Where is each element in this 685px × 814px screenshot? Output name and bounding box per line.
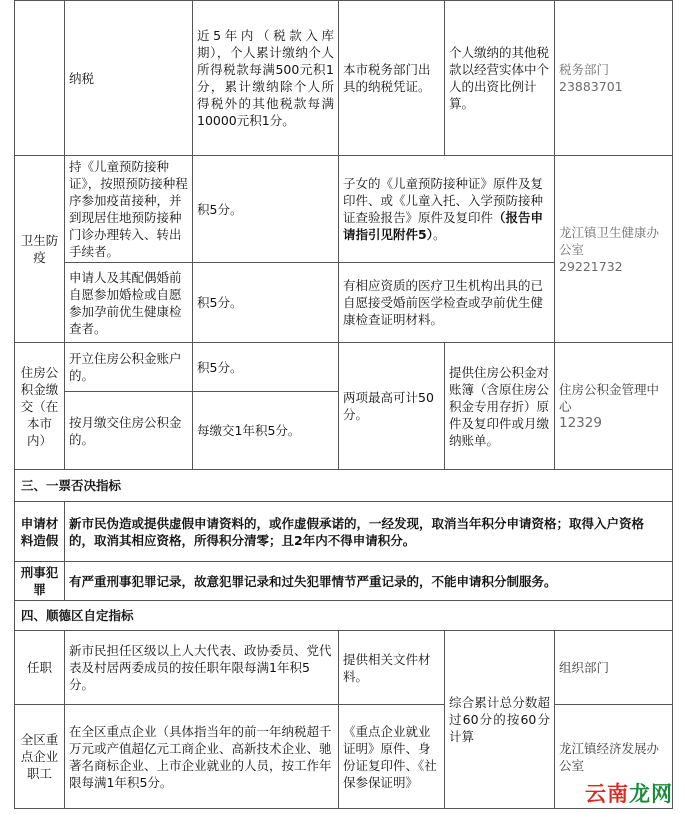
veto-fraud-text: 新市民伪造或提供虚假申请资料的，或作虚假承诺的，一经发现，取消当年积分申请资格；取得入户资格的，取消其相应资格，所得积分清零；且2年内不得申请积分。 <box>65 502 673 562</box>
points-criteria-table <box>14 0 673 809</box>
site-watermark: 云南龙网 <box>585 782 673 806</box>
health-contact <box>555 156 673 343</box>
health-category: 卫生防疫 <box>15 156 65 343</box>
office-dept: 组织部门 <box>555 631 673 705</box>
fund-score-2: 每缴交1年积5分。 <box>193 392 339 470</box>
section-4-title: 四、顺德区自定指标 <box>15 601 673 631</box>
health-score-2: 积5分。 <box>193 263 339 343</box>
fund-category: 住房公积金缴交（在本市内） <box>15 343 65 470</box>
health-material-1: 子女的《儿童预防接种证》原件及复印件、或《儿童入托、入学预防接种证查验报告》原件及复印件（报告申请指引见附件5）。 <box>339 156 555 263</box>
veto-crime-text: 有严重刑事犯罪记录，故意犯罪记录和过失犯罪情节严重记录的，不能申请积分制服务。 <box>65 562 673 601</box>
section-header-row <box>15 470 673 502</box>
table-row <box>15 1 673 156</box>
table-row <box>15 343 673 392</box>
enterprise-dept: 龙江镇经济发展办公室 <box>555 705 673 809</box>
office-rule: 新市民担任区级以上人大代表、政协委员、党代表及村居两委成员的按任职年限每满1年积5分。 <box>65 631 339 705</box>
health-dept: 龙江镇卫生健康办公室 <box>559 224 660 257</box>
veto-fraud-label: 申请材料造假 <box>15 502 65 562</box>
enterprise-material: 《重点企业就业证明》原件、身份证复印件、《社保参保证明》 <box>339 705 445 809</box>
veto-crime-label: 刑事犯罪 <box>15 562 65 601</box>
tax-note: 个人缴纳的其他税款以经营实体中个人的出资比例计算。 <box>445 1 555 156</box>
section-3-title: 三、一票否决指标 <box>15 470 673 502</box>
health-score-1: 积5分。 <box>193 156 339 263</box>
fund-dept: 住房公积金管理中心 <box>559 381 660 414</box>
office-limit: 综合累计总分数超过60分的按60分计算 <box>445 631 555 809</box>
fund-limit: 两项最高可计50分。 <box>339 343 445 470</box>
fund-material: 提供住房公积金对账簿（含原住房公积金专用存折）原件及复印件或月缴纳账单。 <box>445 343 555 470</box>
table-row <box>15 562 673 601</box>
tax-contact <box>555 1 673 156</box>
fund-item-1: 开立住房公积金账户的。 <box>65 343 193 392</box>
enterprise-rule: 在全区重点企业（具体指当年的前一年纳税超千万元或产值超亿元工商企业、高新技术企业、驰著名商标企业、上市企业就业的人员，按工作年限每满1年积5分。 <box>65 705 339 809</box>
health-item-1: 持《儿童预防接种证》，按照预防接种程序参加疫苗接种，并到现居住地预防接种门诊办理转入、转出手续者。 <box>65 156 193 263</box>
tax-material: 本市税务部门出具的纳税凭证。 <box>339 1 445 156</box>
tax-dept: 税务部门 <box>559 62 610 77</box>
table-row <box>15 156 673 263</box>
office-material: 提供相关文件材料。 <box>339 631 445 705</box>
table-row <box>15 502 673 562</box>
fund-score-1: 积5分。 <box>193 343 339 392</box>
fund-item-2: 按月缴交住房公积金的。 <box>65 392 193 470</box>
section-header-row <box>15 601 673 631</box>
tax-rule: 近5年内（税款入库期），个人累计缴纳个人所得税款每满500元积1分，累计缴纳除个人所得税外的其他税款每满10000元积1分。 <box>193 1 339 156</box>
health-phone: 29221732 <box>559 258 623 274</box>
tax-item: 纳税 <box>65 1 193 156</box>
enterprise-label: 全区重点企业职工 <box>15 705 65 809</box>
fund-contact <box>555 343 673 470</box>
health-item-2: 申请人及其配偶婚前自愿参加婚检或自愿参加孕前优生健康检查者。 <box>65 263 193 343</box>
office-label: 任职 <box>15 631 65 705</box>
fund-phone: 12329 <box>559 414 602 431</box>
table-row <box>15 705 673 809</box>
health-material-2: 有相应资质的医疗卫生机构出具的已自愿接受婚前医学检查或孕前优生健康检查证明材料。 <box>339 263 555 343</box>
table-row <box>15 631 673 705</box>
tax-phone: 23883701 <box>559 79 623 94</box>
